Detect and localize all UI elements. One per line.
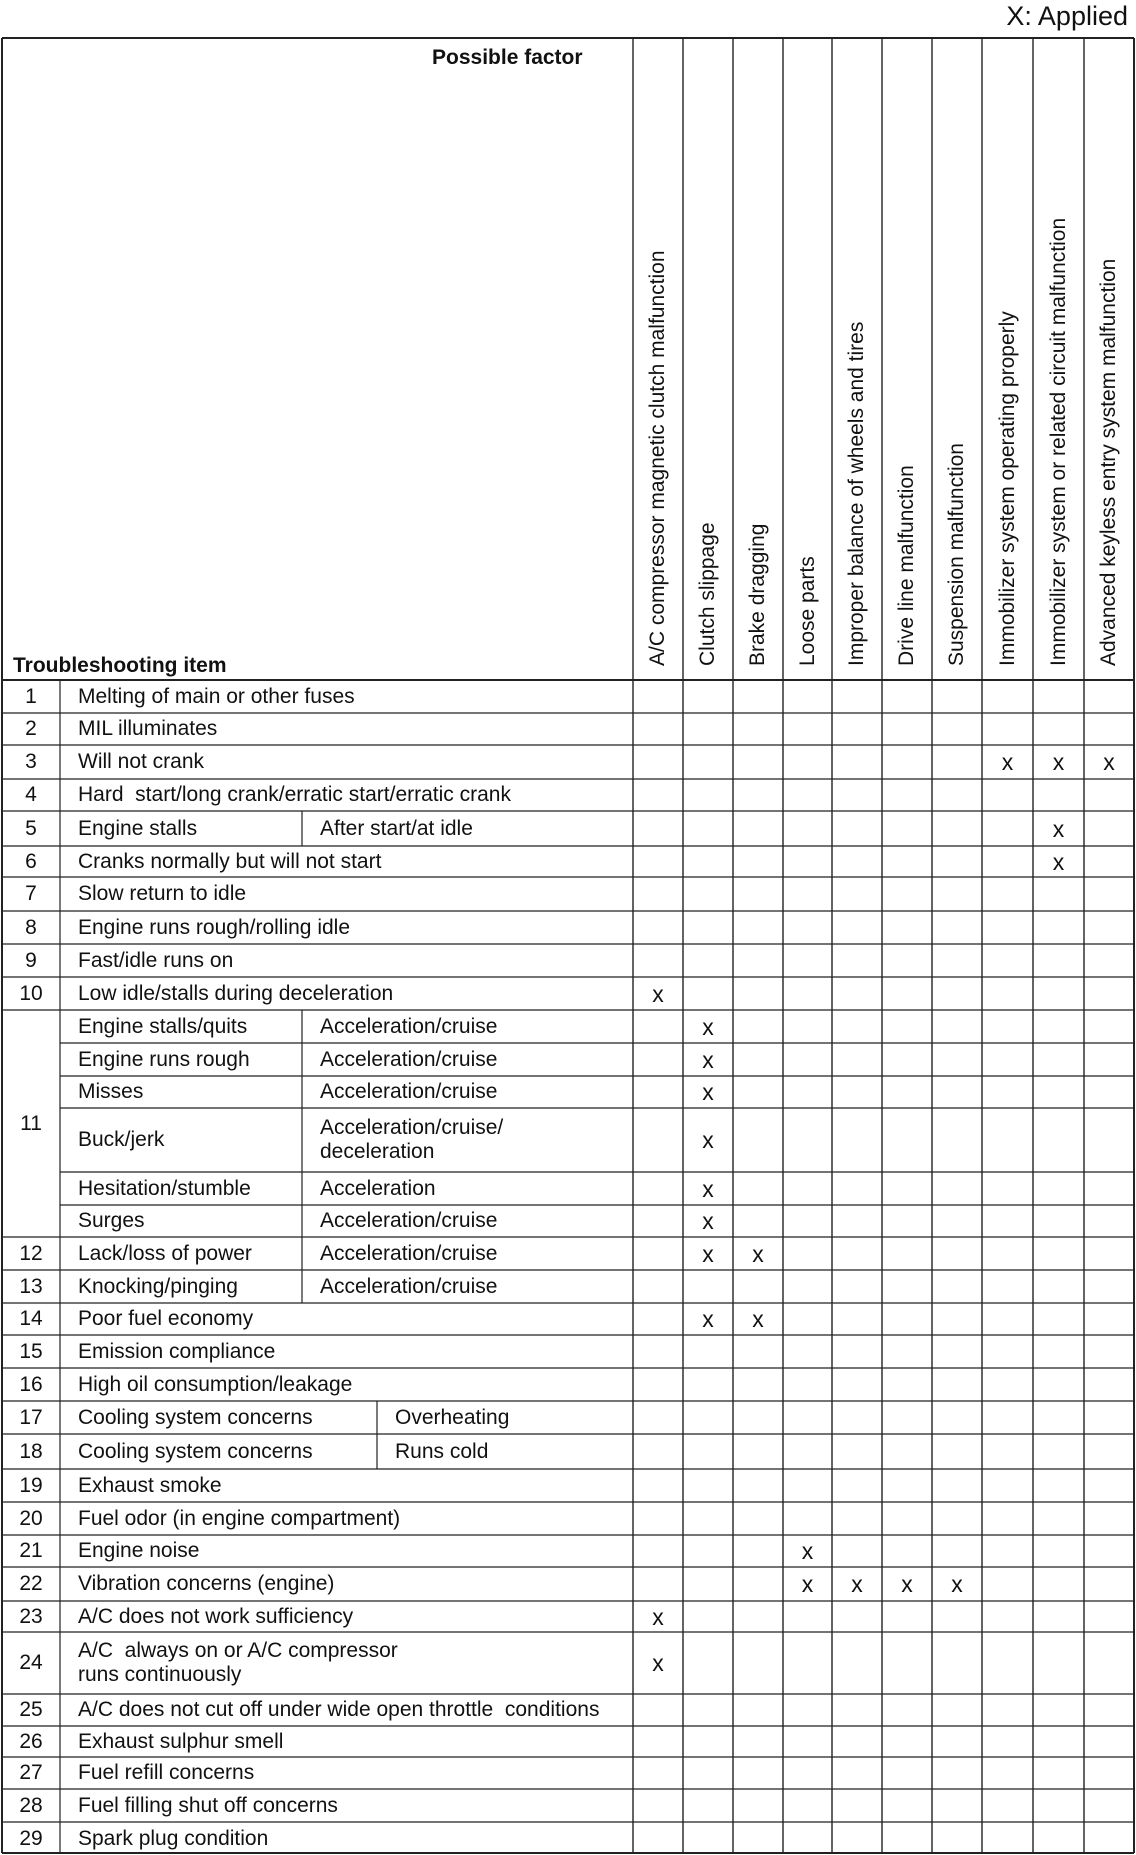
row-condition: Acceleration/cruise (320, 1047, 498, 1071)
row-item: Engine noise (78, 1539, 200, 1562)
applied-mark: x (1103, 749, 1115, 775)
row-number: 9 (25, 948, 37, 972)
row-number: 13 (19, 1274, 43, 1298)
row-item: Misses (78, 1080, 144, 1103)
factor-header: Loose parts (795, 556, 819, 666)
row-condition: Acceleration/cruise/ deceleration (320, 1116, 504, 1163)
row-condition: Overheating (395, 1405, 510, 1429)
row-item: Fuel filling shut off concerns (78, 1793, 338, 1817)
applied-mark: x (1001, 749, 1014, 775)
row-item: Hesitation/stumble (78, 1176, 251, 1200)
applied-mark: x (652, 1650, 664, 1676)
applied-mark: x (702, 1079, 714, 1105)
row-condition: Acceleration/cruise (320, 1274, 498, 1298)
row-number: 15 (19, 1339, 43, 1363)
row-number: 16 (19, 1372, 43, 1396)
row-number: 20 (19, 1506, 43, 1530)
applied-mark: x (951, 1571, 963, 1597)
row-item: Slow return to idle (78, 882, 247, 905)
applied-mark: x (1052, 815, 1065, 842)
row-number: 21 (19, 1539, 43, 1562)
factor-header: Immobilizer system operating properly (995, 311, 1019, 666)
applied-mark: x (801, 1571, 814, 1597)
row-item: Melting of main or other fuses (78, 684, 355, 708)
factor-header: Drive line malfunction (895, 465, 918, 666)
row-number: 3 (25, 750, 37, 773)
applied-mark: x (1052, 749, 1065, 775)
factor-header: Advanced keyless entry system malfunction (1097, 258, 1120, 666)
factor-header: Immobilizer system or related circuit malfunction (1046, 217, 1070, 666)
row-number: 19 (19, 1473, 43, 1497)
row-number: 11 (20, 1111, 42, 1135)
applied-mark: x (702, 1175, 714, 1202)
row-item: Exhaust sulphur smell (78, 1729, 284, 1753)
row-number: 24 (19, 1651, 43, 1674)
row-item: A/C does not cut off under wide open throttle conditions (78, 1698, 600, 1721)
applied-mark: x (801, 1538, 814, 1564)
row-item: Engine stalls (78, 816, 198, 840)
row-item: Emission compliance (78, 1339, 276, 1363)
row-item: Engine stalls/quits (78, 1014, 248, 1038)
row-item: Engine runs rough (78, 1047, 250, 1071)
factor-header: Brake dragging (746, 523, 769, 666)
row-item: A/C does not work sufficiency (78, 1604, 354, 1628)
row-condition: Acceleration/cruise (320, 1014, 498, 1038)
legend-applied: X: Applied (1006, 1, 1128, 31)
applied-mark: x (702, 1208, 714, 1234)
row-number: 26 (19, 1729, 43, 1753)
row-item: Fuel refill concerns (78, 1761, 255, 1784)
row-item: Vibration concerns (engine) (78, 1572, 335, 1595)
row-item: Lack/loss of power (78, 1241, 252, 1265)
row-number: 7 (25, 882, 37, 905)
row-item: Fuel odor (in engine compartment) (78, 1506, 401, 1530)
row-item: Fast/idle runs on (78, 948, 234, 972)
applied-mark: x (702, 1046, 714, 1073)
row-item: Will not crank (78, 750, 205, 773)
row-number: 29 (19, 1826, 43, 1850)
row-item: Exhaust smoke (78, 1473, 222, 1497)
possible-factor-heading: Possible factor (432, 46, 583, 69)
row-condition: Acceleration (320, 1176, 436, 1200)
factor-header: A/C compressor magnetic clutch malfunction (646, 250, 669, 666)
row-item: Cooling system concerns (78, 1439, 313, 1463)
row-item: Poor fuel economy (78, 1307, 254, 1330)
row-item: Spark plug condition (78, 1826, 269, 1850)
applied-mark: x (702, 1240, 714, 1267)
row-item: MIL illuminates (78, 717, 218, 740)
applied-mark: x (752, 1306, 764, 1332)
row-item: Surges (78, 1209, 145, 1232)
row-number: 18 (19, 1439, 43, 1463)
row-number: 22 (19, 1572, 43, 1595)
applied-mark: x (702, 1013, 714, 1040)
row-number: 4 (25, 783, 37, 806)
row-number: 12 (19, 1241, 43, 1265)
row-item: Cooling system concerns (78, 1405, 313, 1429)
applied-mark: x (652, 980, 664, 1007)
row-number: 2 (25, 717, 37, 740)
applied-mark: x (702, 1306, 714, 1332)
row-item: Low idle/stalls during deceleration (78, 981, 394, 1005)
row-condition: Runs cold (395, 1439, 489, 1463)
factor-header: Improper balance of wheels and tires (845, 321, 868, 666)
row-number: 23 (19, 1604, 43, 1628)
row-condition: After start/at idle (320, 816, 473, 840)
troubleshooting-item-heading: Troubleshooting item (13, 654, 227, 677)
row-item: Knocking/pinging (78, 1274, 238, 1298)
applied-mark: x (702, 1127, 714, 1153)
row-item: Hard start/long crank/erratic start/erratic crank (78, 783, 511, 806)
row-item: A/C always on or A/C compressor runs continuously (78, 1639, 398, 1686)
row-number: 5 (25, 816, 37, 840)
row-number: 17 (19, 1405, 43, 1429)
row-condition: Acceleration/cruise (320, 1241, 498, 1265)
row-condition: Acceleration/cruise (320, 1209, 498, 1232)
row-item: Cranks normally but will not start (78, 849, 382, 873)
applied-mark: x (652, 1603, 664, 1630)
applied-mark: x (1052, 848, 1065, 875)
applied-mark: x (752, 1240, 764, 1267)
applied-mark: x (851, 1571, 863, 1597)
row-item: Engine runs rough/rolling idle (78, 915, 351, 939)
factor-header: Suspension malfunction (945, 443, 968, 666)
row-number: 28 (19, 1793, 43, 1817)
row-number: 6 (25, 849, 37, 873)
factor-header: Clutch slippage (696, 522, 719, 666)
row-condition: Acceleration/cruise (320, 1080, 498, 1103)
row-number: 25 (19, 1698, 43, 1721)
row-number: 27 (19, 1761, 43, 1784)
row-item: Buck/jerk (78, 1128, 165, 1151)
applied-mark: x (901, 1571, 913, 1597)
row-number: 1 (25, 684, 37, 708)
row-number: 8 (25, 915, 37, 939)
row-number: 10 (19, 981, 43, 1005)
row-number: 14 (19, 1307, 43, 1330)
row-item: High oil consumption/leakage (78, 1372, 353, 1396)
